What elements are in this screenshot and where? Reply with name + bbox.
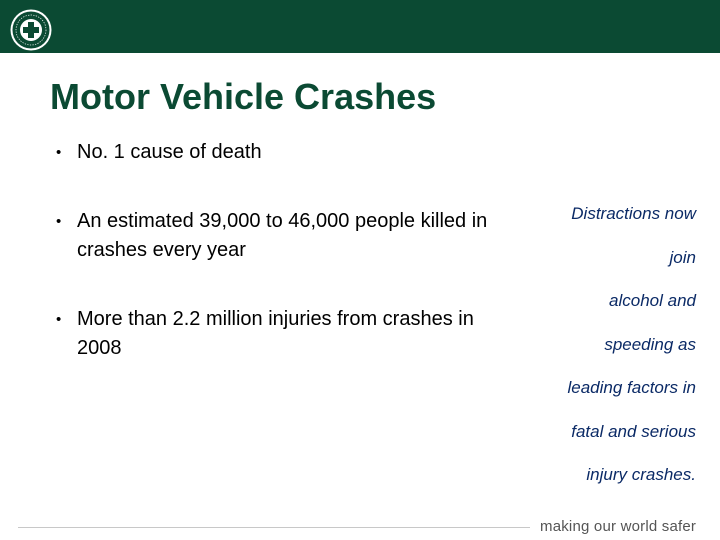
- side-note-line: leading factors in: [567, 378, 696, 397]
- footer-divider: [18, 527, 530, 528]
- bullet-text: More than 2.2 million injuries from crashes in 2008: [77, 308, 474, 359]
- bullet-item: [52, 207, 502, 265]
- bullet-text: No. 1 cause of death: [77, 141, 262, 163]
- bullet-dot: •: [56, 213, 62, 230]
- side-note-line: alcohol and: [609, 291, 696, 310]
- bullet-item: [52, 138, 502, 167]
- side-note-line: Distractions now: [571, 204, 696, 223]
- slide-title: Motor Vehicle Crashes: [50, 76, 437, 117]
- bullet-text: An estimated 39,000 to 46,000 people killed in crashes every year: [77, 210, 488, 261]
- bullet-list: [52, 138, 502, 363]
- bullet-dot: •: [56, 311, 62, 328]
- side-note-line: speeding as: [604, 334, 696, 354]
- side-note-line: fatal and serious: [571, 421, 696, 441]
- header-bar: [0, 0, 720, 53]
- side-note-line: injury crashes.: [586, 465, 696, 484]
- bullet-dot: •: [56, 144, 62, 161]
- footer-tagline: making our world safer: [540, 518, 697, 535]
- nsc-cross-seal-icon: [9, 8, 53, 52]
- side-note: [496, 192, 696, 497]
- bullet-item: [52, 305, 502, 363]
- side-note-line: join: [669, 247, 696, 267]
